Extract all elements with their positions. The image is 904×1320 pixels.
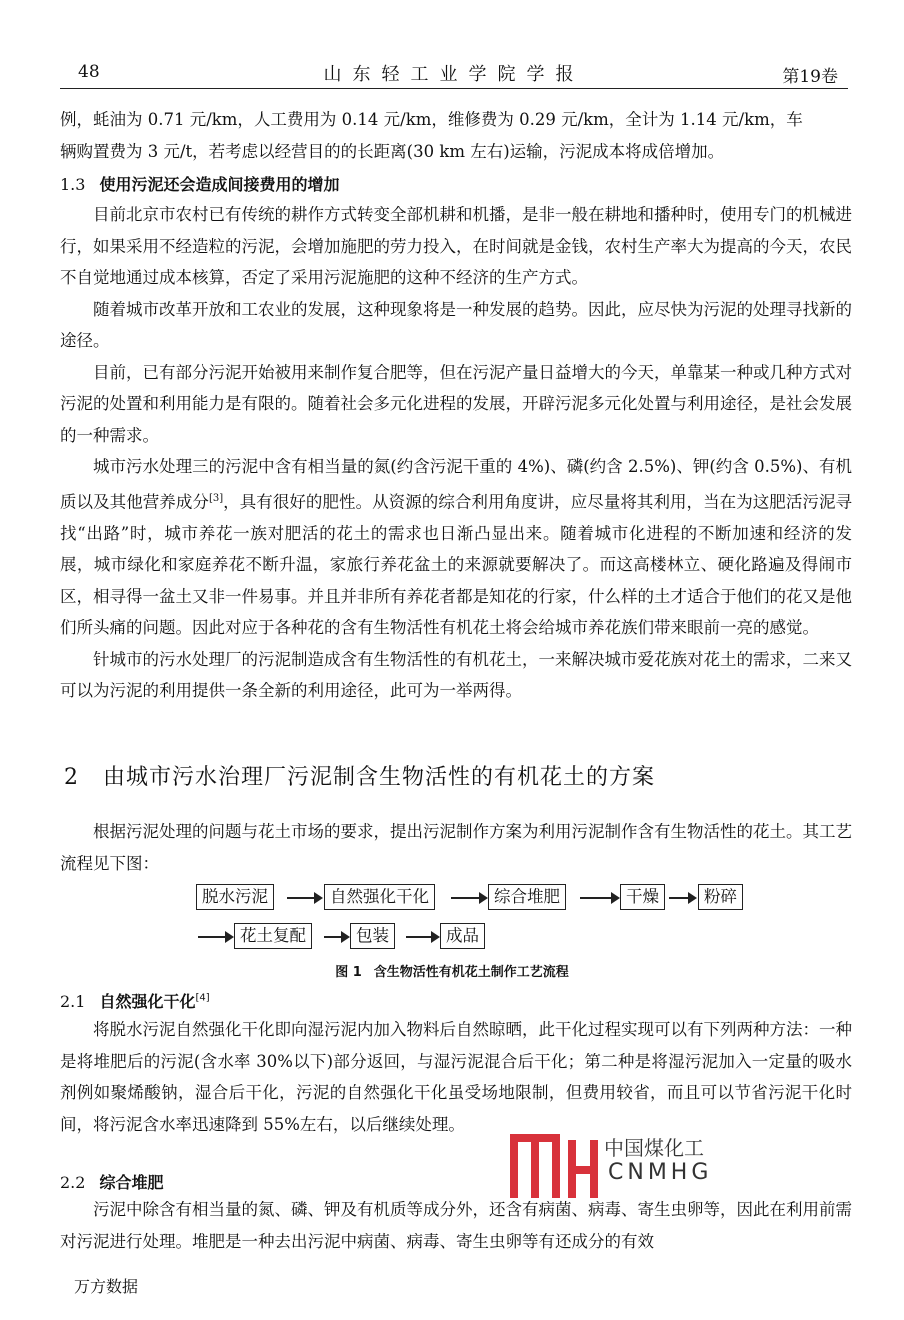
flow-arrow	[198, 936, 232, 938]
intro-line: 例，蚝油为 0.71 元/km，人工费用为 0.14 元/km，维修费为 0.29 元/km，全计为 1.14 元/km，车	[60, 110, 803, 129]
flow-step: 花土复配	[234, 923, 312, 949]
section-2-body	[60, 816, 852, 879]
watermark-mark-icon	[508, 1132, 600, 1200]
body-text: ，具有很好的肥性。从资源的综合利用角度讲，应尽量将其利用，当在为这肥活污泥寻找“出路”时，城市养花一族对肥活的花土的需求也日渐凸显出来。随着城市化进程的不断加速和经济的发展，城市绿化和家庭养花不断升温，家旅行养花盆土的来源就要解决了。而这高楼林立、硬化路遍及得闹市区，相寻得一盆土又非一件易事。并且并非所有养花者都是知花的行家，什么样的土才适合于他们的花又是他们所头痛的问题。因此对应于各种花的含有生物活性有机花土将会给城市养花族们带来眼前一亮的感觉。	[60, 492, 853, 637]
figure-caption-text: 含生物活性有机花土制作工艺流程	[373, 965, 569, 980]
flow-step: 粉碎	[698, 884, 743, 910]
section-number: 2	[64, 765, 79, 790]
footer-source: 万方数据	[74, 1277, 139, 1296]
flow-step: 综合堆肥	[488, 884, 566, 910]
section-2-2-body	[60, 1194, 852, 1257]
body-paragraph: 针城市的污水处理厂的污泥制造成含有生物活性的有机花土，一来解决城市爱花族对花土的需求，二来又可以为污泥的利用提供一条全新的利用途径，此可为一举两得。	[60, 649, 852, 700]
section-number: 1.3	[60, 175, 86, 194]
section-2-1-heading	[60, 989, 210, 1012]
section-title: 自然强化干化	[99, 992, 196, 1011]
section-title: 使用污泥还会造成间接费用的增加	[99, 175, 340, 194]
section-title: 由城市污水治理厂污泥制含生物活性的有机花土的方案	[103, 765, 656, 790]
section-1-3-heading	[60, 172, 339, 195]
flow-arrow	[324, 936, 348, 938]
body-paragraph: 根据污泥处理的问题与花土市场的要求，提出污泥制作方案为利用污泥制作含有生物活性的花土。其工艺流程见下图：	[60, 822, 852, 873]
body-text: 城市污水处理三的污泥中含有相当量的氮(约含污泥干重的 4%)、磷(约含 2.5%)、钾(约含 0.5%)、有机质以及其他营养成分	[60, 457, 852, 511]
flow-arrow	[669, 897, 695, 899]
section-number: 2.1	[60, 992, 86, 1011]
body-paragraph: 目前，已有部分污泥开始被用来制作复合肥等，但在污泥产量日益增大的今天，单靠某一种或几种方式对污泥的处置和利用能力是有限的。随着社会多元化进程的发展，开辟污泥多元化处置与利用途径，是社会发展的一种需求。	[60, 362, 852, 445]
intro-paragraph	[60, 104, 852, 167]
watermark-logo	[508, 1132, 718, 1200]
body-paragraph	[60, 451, 852, 644]
flow-step: 脱水污泥	[196, 884, 274, 910]
body-paragraph: 目前北京市农村已有传统的耕作方式转变全部机耕和机播，是非一般在耕地和播种时，使用专门的机械进行，如果采用不经造粒的污泥，会增加施肥的劳力投入，在时间就是金钱，农村生产率大为提高的今天，农民不自觉地通过成本核算，否定了采用污泥施肥的这种不经济的生产方式。	[60, 205, 852, 287]
intro-line: 辆购置费为 3 元/t，若考虑以经营目的的长距离(30 km 左右)运输，污泥成本将成倍增加。	[60, 141, 725, 161]
volume-label: 第19卷	[782, 67, 838, 87]
journal-name: 山东轻工业学院学报	[323, 64, 585, 85]
process-flowchart	[196, 880, 756, 955]
figure-caption	[0, 961, 904, 980]
body-paragraph: 随着城市改革开放和工农业的发展，这种现象将是一种发展的趋势。因此，应尽快为污泥的处理寻找新的途径。	[60, 299, 852, 350]
figure-number: 图 1	[335, 965, 362, 980]
section-2-heading	[64, 760, 655, 791]
body-paragraph: 将脱水污泥自然强化干化即向湿污泥内加入物料后自然晾晒，此干化过程实现可以有下列两种方法：一种是将堆肥后的污泥(含水率 30%以下)部分返回，与湿污泥混合后干化；第二种是将湿污泥加入一定量的吸水剂例如聚烯酸钠，湿合后干化，污泥的自然强化干化虽受场地限制，但费用较省，而且可以节省污泥干化时间，将污泥含水率迅速降到 55%左右，以后继续处理。	[60, 1020, 852, 1134]
flow-step: 自然强化干化	[324, 884, 435, 910]
flow-step: 干燥	[620, 884, 665, 910]
body-paragraph: 污泥中除含有相当量的氮、磷、钾及有机质等成分外，还含有病菌、病毒、寄生虫卵等，因此在利用前需对污泥进行处理。堆肥是一种去出污泥中病菌、病毒、寄生虫卵等有还成分的有效	[60, 1200, 852, 1251]
flow-step: 成品	[440, 923, 485, 949]
section-2-2-heading	[60, 1170, 163, 1193]
flow-step: 包装	[350, 923, 395, 949]
section-1-3-body	[60, 199, 852, 707]
watermark-cn: 中国煤化工	[604, 1136, 704, 1160]
citation-ref: [3]	[208, 492, 224, 504]
flow-arrow	[287, 897, 321, 899]
citation-ref: [4]	[195, 992, 210, 1004]
page-number: 48	[78, 62, 100, 82]
section-number: 2.2	[60, 1173, 86, 1192]
running-header	[60, 58, 848, 89]
flow-arrow	[406, 936, 438, 938]
flow-arrow	[451, 897, 486, 899]
section-2-1-body	[60, 1014, 852, 1140]
watermark-en: CNMHG	[608, 1160, 713, 1185]
section-title: 综合堆肥	[99, 1173, 164, 1192]
flow-arrow	[580, 897, 618, 899]
